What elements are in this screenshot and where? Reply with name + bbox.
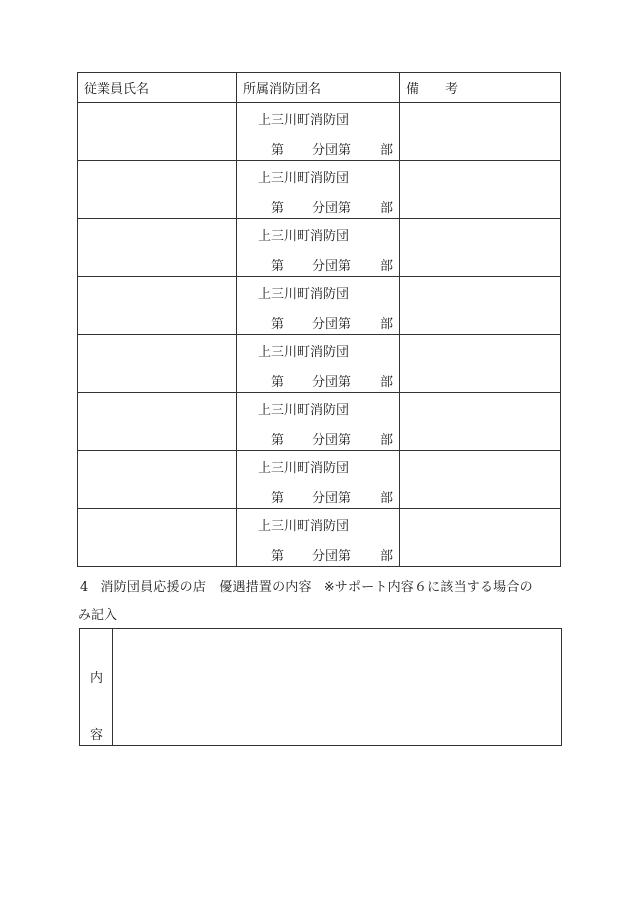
- affiliation-cell: [236, 509, 399, 567]
- unit-label: 部: [379, 317, 393, 332]
- unit-label: 部: [379, 143, 393, 158]
- sub-brigade-label: 分団第: [311, 317, 351, 332]
- unit-label: 部: [379, 433, 393, 448]
- sub-brigade-label: 分団第: [311, 375, 351, 390]
- affiliation-cell: [236, 277, 399, 335]
- employee-name-cell: [78, 103, 237, 161]
- employee-name-cell: [78, 219, 237, 277]
- preferential-treatment-content-box: [79, 628, 562, 746]
- brigade-name: 上三川町消防団: [257, 345, 349, 360]
- table-header-row: [78, 73, 561, 103]
- table-row: [78, 335, 561, 393]
- table-row: [78, 219, 561, 277]
- brigade-number-label: 第: [270, 375, 284, 390]
- employee-name-cell: [78, 277, 237, 335]
- remarks-cell: [399, 277, 560, 335]
- sub-brigade-label: 分団第: [311, 259, 351, 274]
- brigade-number-label: 第: [270, 317, 284, 332]
- content-label-char-2: 容: [90, 728, 104, 743]
- table-row: [78, 161, 561, 219]
- remarks-cell: [399, 219, 560, 277]
- section-number: 4: [80, 580, 89, 595]
- affiliation-cell: [236, 335, 399, 393]
- brigade-name: 上三川町消防団: [257, 229, 349, 244]
- sub-brigade-label: 分団第: [311, 491, 351, 506]
- table-row: [78, 277, 561, 335]
- remarks-cell: [399, 509, 560, 567]
- firefighter-employee-table: [77, 72, 561, 567]
- brigade-number-label: 第: [270, 433, 284, 448]
- employee-name-cell: [78, 335, 237, 393]
- brigade-number-label: 第: [270, 259, 284, 274]
- affiliation-cell: [236, 393, 399, 451]
- table-row: [78, 509, 561, 567]
- table-row: [78, 393, 561, 451]
- employee-name-cell: [78, 451, 237, 509]
- brigade-name: 上三川町消防団: [257, 403, 349, 418]
- brigade-name: 上三川町消防団: [257, 113, 349, 128]
- header-fire-brigade-affiliation: 所属消防団名: [236, 73, 399, 103]
- section-note: ※サポート内容６に該当する場合の: [323, 580, 533, 595]
- table-row: [78, 451, 561, 509]
- brigade-number-label: 第: [270, 143, 284, 158]
- unit-label: 部: [379, 375, 393, 390]
- header-employee-name: 従業員氏名: [78, 73, 237, 103]
- content-label-char-1: 内: [90, 671, 104, 686]
- unit-label: 部: [379, 549, 393, 564]
- remarks-cell: [399, 335, 560, 393]
- brigade-name: 上三川町消防団: [257, 287, 349, 302]
- sub-brigade-label: 分団第: [311, 143, 351, 158]
- header-remarks: [399, 73, 560, 103]
- table-row: [78, 103, 561, 161]
- brigade-number-label: 第: [270, 201, 284, 216]
- affiliation-cell: [236, 451, 399, 509]
- employee-name-cell: [78, 161, 237, 219]
- remarks-cell: [399, 161, 560, 219]
- affiliation-cell: [236, 161, 399, 219]
- remarks-cell: [399, 393, 560, 451]
- affiliation-cell: [236, 103, 399, 161]
- section-note-continued: み記入: [78, 608, 118, 623]
- remarks-cell: [399, 451, 560, 509]
- brigade-number-label: 第: [270, 549, 284, 564]
- content-label-cell: [80, 629, 113, 745]
- brigade-name: 上三川町消防団: [257, 519, 349, 534]
- employee-name-cell: [78, 509, 237, 567]
- sub-brigade-label: 分団第: [311, 549, 351, 564]
- brigade-number-label: 第: [270, 491, 284, 506]
- brigade-name: 上三川町消防団: [257, 461, 349, 476]
- brigade-name: 上三川町消防団: [257, 171, 349, 186]
- section-title: 消防団員応援の店 優遇措置の内容: [100, 580, 312, 595]
- employee-name-cell: [78, 393, 237, 451]
- section-4-heading: [80, 576, 533, 595]
- sub-brigade-label: 分団第: [311, 201, 351, 216]
- header-remarks-char-2: 考: [445, 82, 459, 97]
- sub-brigade-label: 分団第: [311, 433, 351, 448]
- unit-label: 部: [379, 201, 393, 216]
- header-remarks-char-1: 備: [405, 82, 419, 97]
- affiliation-cell: [236, 219, 399, 277]
- unit-label: 部: [379, 259, 393, 274]
- remarks-cell: [399, 103, 560, 161]
- unit-label: 部: [379, 491, 393, 506]
